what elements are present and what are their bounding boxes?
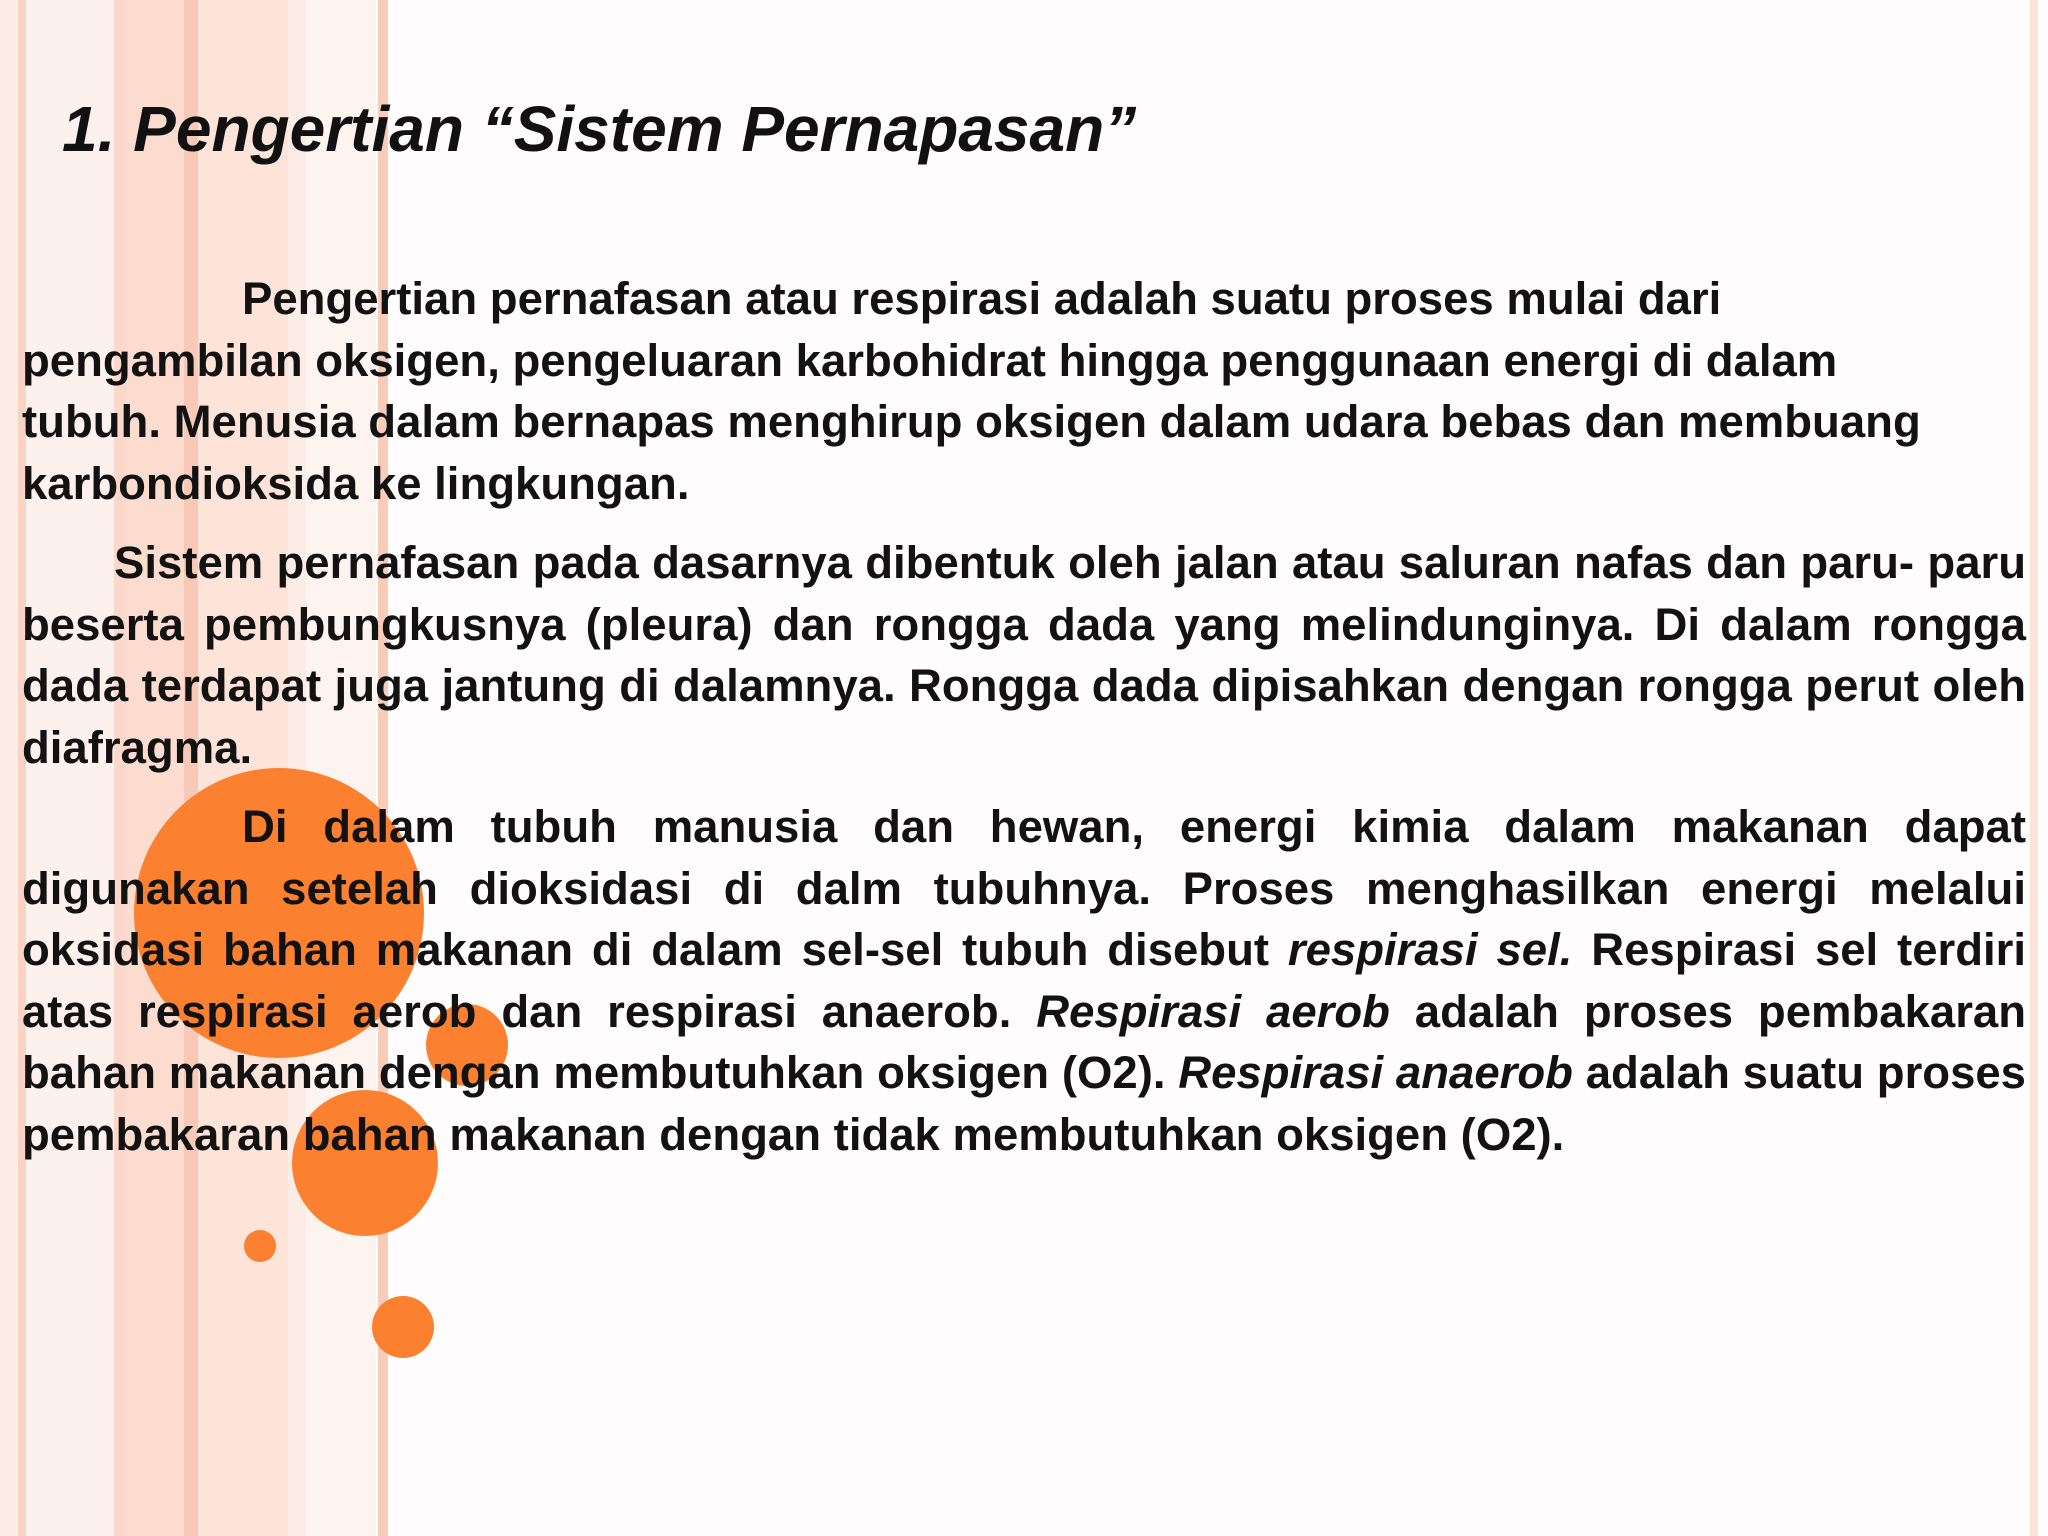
- paragraph-text: Respirasi sel terdiri atas respirasi aerob dan respirasi anaerob.: [22, 924, 2027, 1037]
- term-respirasi-aerob: Respirasi aerob: [1036, 985, 1390, 1037]
- term-respirasi-sel: respirasi sel.: [1287, 924, 1573, 975]
- paragraph-text: adalah suatu proses pembakaran bahan makanan dengan tidak membutuhkan oksigen (O2).: [22, 1047, 2026, 1160]
- term-respirasi-anaerob: Respirasi anaerob: [1178, 1047, 1573, 1098]
- paragraph-cellular-respiration: [22, 796, 2026, 1165]
- paragraph-text: adalah proses pembakaran bahan makanan dengan membutuhkan oksigen (O2).: [22, 985, 2027, 1098]
- paragraph-text: Di dalam tubuh manusia dan hewan, energi kimia dalam makanan dapat digunakan setelah dioksidasi di dalm tubuhnya. Proses menghasilkan energi melalui oksidasi bahan makanan di dalam sel-sel tubuh disebut: [22, 801, 2026, 975]
- paragraph-definition: [22, 268, 1962, 514]
- paragraph-text: Pengertian pernafasan atau respirasi adalah suatu proses mulai dari pengambilan oksigen, pengeluaran karbohidrat hingga penggunaan energi di dalam tubuh. Menusia dalam bernapas menghirup oksigen dalam udara bebas dan membuang karbondioksida ke lingkungan.: [22, 273, 1921, 509]
- paragraph-respiratory-system: [22, 532, 2026, 778]
- paragraph-text: Sistem pernafasan pada dasarnya dibentuk oleh jalan atau saluran nafas dan paru- paru beserta pembungkusnya (pleura) dan rongga dada yang melindunginya. Di dalam rongga dada terdapat juga jantung di dalamnya. Rongga dada dipisahkan dengan rongga perut oleh diafragma.: [22, 537, 2026, 773]
- slide-title: 1. Pengertian “Sistem Pernapasan”: [62, 93, 1137, 165]
